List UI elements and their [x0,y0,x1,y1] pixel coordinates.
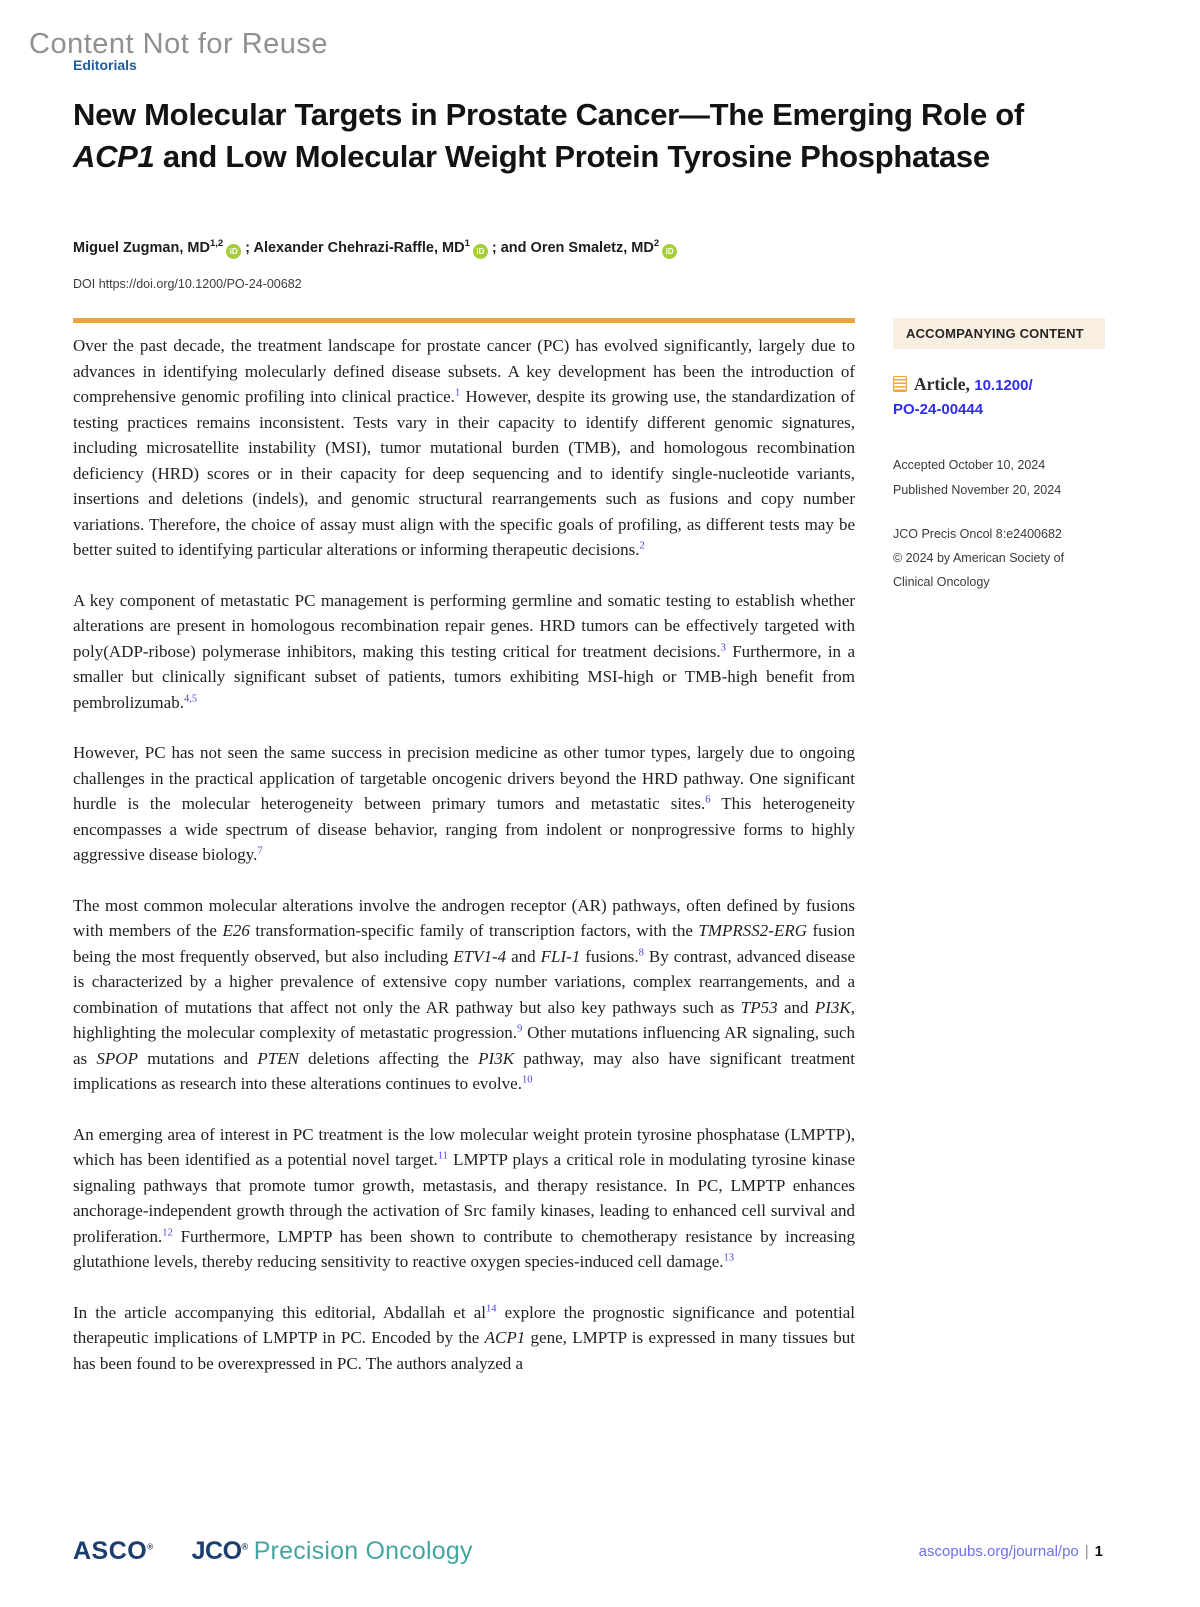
copyright-line: © 2024 by American Society of Clinical Oncology [893,551,1065,589]
published-date: Published November 20, 2024 [893,483,1062,497]
reference-link[interactable]: 6 [705,794,711,806]
footer-separator: | [1084,1543,1089,1560]
article-body-column [73,318,855,1401]
reference-link[interactable]: 10 [521,1074,533,1086]
reference-link[interactable]: 11 [437,1150,448,1162]
jco-precision-oncology-logo [192,1537,473,1566]
accepted-date: Accepted October 10, 2024 [893,458,1046,472]
reference-link[interactable]: 7 [257,845,263,857]
authors-line: Miguel Zugman, MD$^{1,2}$iD ; Alexander Chehrazi-Raffle, $MD^1iD$ ; and Oren Smaletz, $MD^2iD$ [73,240,681,259]
reference-link[interactable]: 8 [638,946,644,958]
asco-logo: ASCO® [73,1537,154,1565]
registered-mark: ® [147,1542,154,1552]
footer-right [919,1543,1103,1560]
reference-link[interactable]: 12 [162,1226,173,1238]
journal-link[interactable]: ascopubs.org/journal/po [918,1543,1079,1560]
reference-link[interactable]: 4,5 [183,692,198,704]
reference-link[interactable]: 13 [723,1252,734,1264]
body-paragraph: An emerging area of interest in PC treatment is the low molecular weight protein tyrosine phosphatase (LMPTP), which has been identified as a potential novel target.$^{11}$ LMPTP plays a critical role in modulating tyrosine kinase signaling pathways that promote tumor growth, metastasis, and therapy resistance. In PC, LMPTP enhances anchorage-independent growth through the activation of Src family kinases, leading to enhanced cell survival and proliferation.$^{12}$ Furthermore, LMPTP has been shown to contribute to chemotherapy resistance by increasing glutathione levels, thereby reducing sensitivity to reactive oxygen species-induced cell damage.$^{13}$ [73,1124,855,1271]
footer-logos [73,1537,473,1566]
accompanying-article-link[interactable]: 10.1200/PO-24-00444 [893,377,1033,418]
doi-line: DOI https://doi.org/10.1200/PO-24-00682 [73,277,302,291]
citation-line: JCO Precis Oncol 8:e2400682 [893,527,1062,541]
watermark: Content Not for Reuse [29,28,329,60]
reference-link[interactable]: 1 [454,387,461,399]
section-label-editorials: Editorials [73,57,137,73]
orcid-icon[interactable]: iD [226,244,241,259]
jco-logo: JCO® [191,1537,248,1565]
affiliation-superscript: 2 [653,238,660,250]
affiliation-superscript: 1,2 [209,238,224,250]
dates-block [893,453,1105,503]
citation-block [893,522,1083,594]
affiliation-superscript: 1 [464,238,470,250]
document-icon [893,376,907,392]
accompanying-content-panel [893,318,1105,1401]
body-paragraph: The most common molecular alterations involve the androgen receptor (AR) pathways, often defined by fusions with members of the E26 transformation-specific family of transcription factors, with the TMPRSS2-ERG fusion being the most frequently observed, but also including ETV1-4 and FLI-1 fusions.$^8$ By contrast, advanced disease is characterized by a higher prevalence of extensive copy number variations, complex rearrangements, and a combination of mutations that affect not only the AR pathway but also key pathways such as TP53 and PI3K, highlighting the molecular complexity of metastatic progression.$^9$ Other mutations influencing AR signaling, such as SPOP mutations and PTEN deletions affecting the PI3K pathway, may also have significant treatment implications as research into these alterations continues to evolve.$^{10}$ [73,895,856,1093]
body-paragraph: In the article accompanying this editorial, Abdallah et al$^{14}$ explore the prognostic significance and potential therapeutic implications of LMPTP in PC. Encoded by the ACP1 gene, LMPTP is expressed in many tissues but has been found to be overexpressed in PC. The authors analyzed a [73,1302,855,1373]
reference-link[interactable]: 3 [720,641,726,653]
article-title: New Molecular Targets in Prostate Cancer—The Emerging Role of ACP1 and Low Molecular Weight Protein Tyrosine Phosphatase [73,97,1024,174]
reference-link[interactable]: 14 [486,1302,497,1314]
body-paragraph: However, PC has not seen the same success in precision medicine as other tumor types, largely due to ongoing challenges in the practical application of targetable oncogenic drivers beyond the HRD pathway. One significant hurdle is the molecular heterogeneity between primary tumors and metastatic sites.$^6$ This heterogeneity encompasses a wide spectrum of disease behavior, ranging from indolent or nonprogressive forms to highly aggressive disease biology.$^7$ [73,743,855,864]
orcid-icon[interactable]: iD [473,244,488,259]
panel-header: ACCOMPANYING CONTENT [893,318,1105,349]
body-paragraph: Over the past decade, the treatment landscape for prostate cancer (PC) has evolved significantly, largely due to advances in identifying molecularly defined disease subsets. A key development has been the introduction of comprehensive genomic profiling into clinical practice.$^1$ However, despite its growing use, the standardization of testing practices remains inconsistent. Tests vary in their capacity to identify different genomic signatures, including microsatellite instability (MSI), tumor mutational burden (TMB), and homologous recombination deficiency (HRD) scores or in their capacity for deep sequencing and to identify single-nucleotide variants, insertions and deletions (indels), and genomic structural rearrangements such as fusions and copy number variations. Therefore, the choice of assay must align with the specific goals of profiling, as different tests may be better suited to identifying particular alterations or informing therapeutic decisions.$^2$ [73,336,855,559]
page-number: 1 [1094,1543,1103,1560]
accent-rule [73,318,855,323]
content-area [73,318,1105,1401]
reference-link[interactable]: 2 [639,540,645,552]
footer [73,1537,1103,1566]
body-paragraph: A key component of metastatic PC management is performing germline and somatic testing to establish whether alterations are present in homologous recombination repair genes. HRD tumors can be effectively targeted with poly(ADP-ribose) polymerase inhibitors, making this testing critical for treatment decisions.$^3$ Furthermore, in a smaller but clinically significant subset of patients, tumors exhibiting MSI-high or TMB-high benefit from pembrolizumab.$^{4,5}$ [73,590,855,712]
article-body [73,333,855,1376]
accompanying-article-row: Article, 10.1200/PO-24-00444 [893,374,1033,418]
orcid-icon[interactable]: iD [662,244,677,259]
journal-name: Precision Oncology [253,1537,473,1565]
reference-link[interactable]: 9 [517,1023,523,1035]
